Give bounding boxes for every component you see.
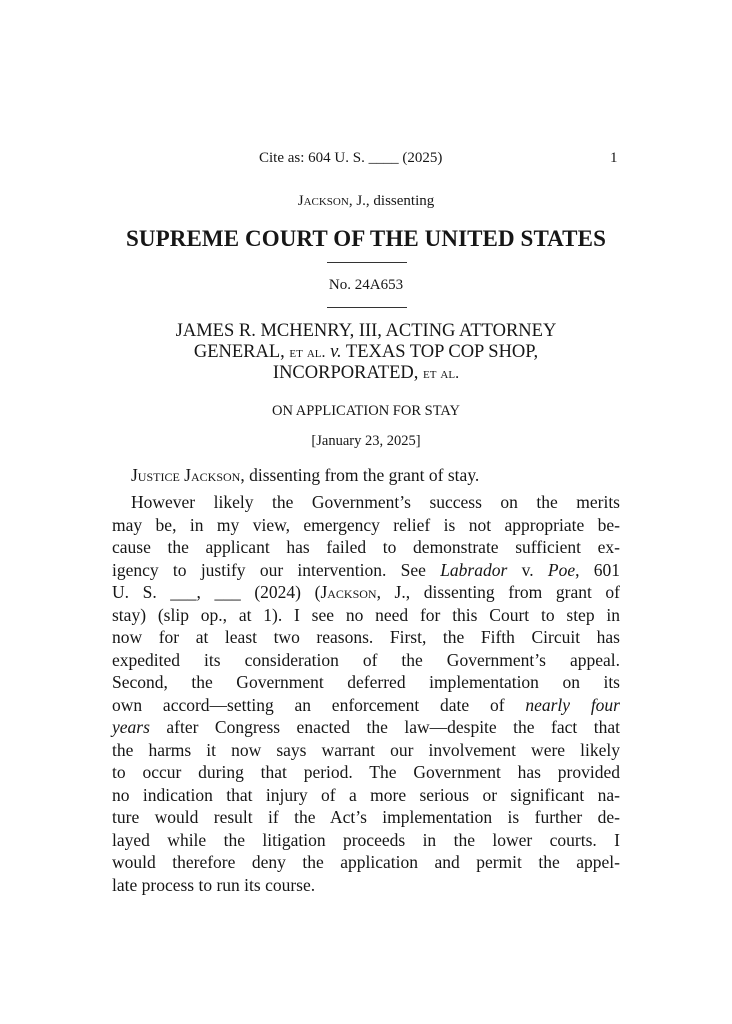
case-name-italic: Poe xyxy=(547,559,576,580)
emphasis-italic: years xyxy=(112,717,150,737)
body-line xyxy=(112,694,620,717)
page-number: 1 xyxy=(610,150,618,166)
body-line xyxy=(112,559,620,582)
body-line: late process to run its course. xyxy=(112,874,316,895)
body-line xyxy=(112,581,620,604)
justice-name-inline: Jackson xyxy=(320,582,377,602)
running-head xyxy=(0,193,732,210)
body-line: cause the applicant has failed to demonstrate sufficient ex- xyxy=(112,537,620,557)
running-head-name: Jackson xyxy=(297,193,349,209)
caption-et-al: et al. xyxy=(422,365,460,382)
case-caption xyxy=(0,321,732,384)
citation-header: Cite as: 604 U. S. ____ (2025) xyxy=(259,150,443,166)
body-line: Second, the Government deferred implementation on its xyxy=(112,672,620,692)
emphasis-italic: nearly four xyxy=(525,694,620,715)
caption-versus: v. xyxy=(325,342,342,362)
caption-respondent-cont: INCORPORATED, xyxy=(272,363,423,383)
opening-text: , dissenting from the grant of stay. xyxy=(240,465,480,485)
caption-line-2 xyxy=(0,342,732,363)
divider-top xyxy=(327,262,407,263)
caption-line-3 xyxy=(0,363,732,384)
opinion-body xyxy=(112,491,620,896)
body-span: , J., dissenting from grant of xyxy=(376,582,621,602)
court-name: SUPREME COURT OF THE UNITED STATES xyxy=(126,226,606,251)
divider-bottom xyxy=(327,307,407,308)
body-line: now for at least two reasons. First, the Fifth Circuit has xyxy=(112,627,620,647)
application-label: ON APPLICATION FOR STAY xyxy=(271,403,461,419)
caption-et-al: et al. xyxy=(289,344,326,361)
body-line: to occur during that period. The Government has provided xyxy=(112,762,620,782)
body-span: own accord—setting an enforcement date of xyxy=(112,694,526,715)
body-line: expedited its consideration of the Government’s appeal. xyxy=(112,649,620,670)
body-span: U. S. ___, ___ (2024) ( xyxy=(112,582,321,602)
body-line: no indication that injury of a more serious or significant na- xyxy=(112,784,620,805)
body-line: ture would result if the Act’s implementation is further de- xyxy=(112,807,620,827)
caption-respondent: TEXAS TOP COP SHOP, xyxy=(341,342,539,362)
body-line: the harms it now says warrant our involvement were likely xyxy=(112,739,620,760)
caption-party: GENERAL, xyxy=(193,342,290,362)
body-line: would therefore deny the application and permit the appel- xyxy=(112,852,620,872)
docket-number: No. 24A653 xyxy=(328,277,404,293)
body-span: , 601 xyxy=(575,559,620,580)
justice-name: Justice Jackson xyxy=(131,465,241,485)
body-line: However likely the Government’s success on the merits xyxy=(131,492,620,512)
body-span: after Congress enacted the law—despite the fact that xyxy=(149,717,620,737)
decision-date: [January 23, 2025] xyxy=(311,433,421,449)
running-head-rest: , J., dissenting xyxy=(348,193,435,209)
body-line: may be, in my view, emergency relief is not appropriate be- xyxy=(112,514,620,535)
body-line xyxy=(112,716,620,739)
body-span: igency to justify our intervention. See xyxy=(112,559,441,580)
body-span: v. xyxy=(507,559,548,580)
opinion-opening xyxy=(131,465,479,486)
body-line: stay) (slip op., at 1). I see no need for this Court to step in xyxy=(112,604,620,625)
body-line: layed while the litigation proceeds in the lower courts. I xyxy=(112,829,620,850)
case-name-italic: Labrador xyxy=(440,559,508,580)
caption-line-1: JAMES R. MCHENRY, III, ACTING ATTORNEY xyxy=(175,321,557,341)
